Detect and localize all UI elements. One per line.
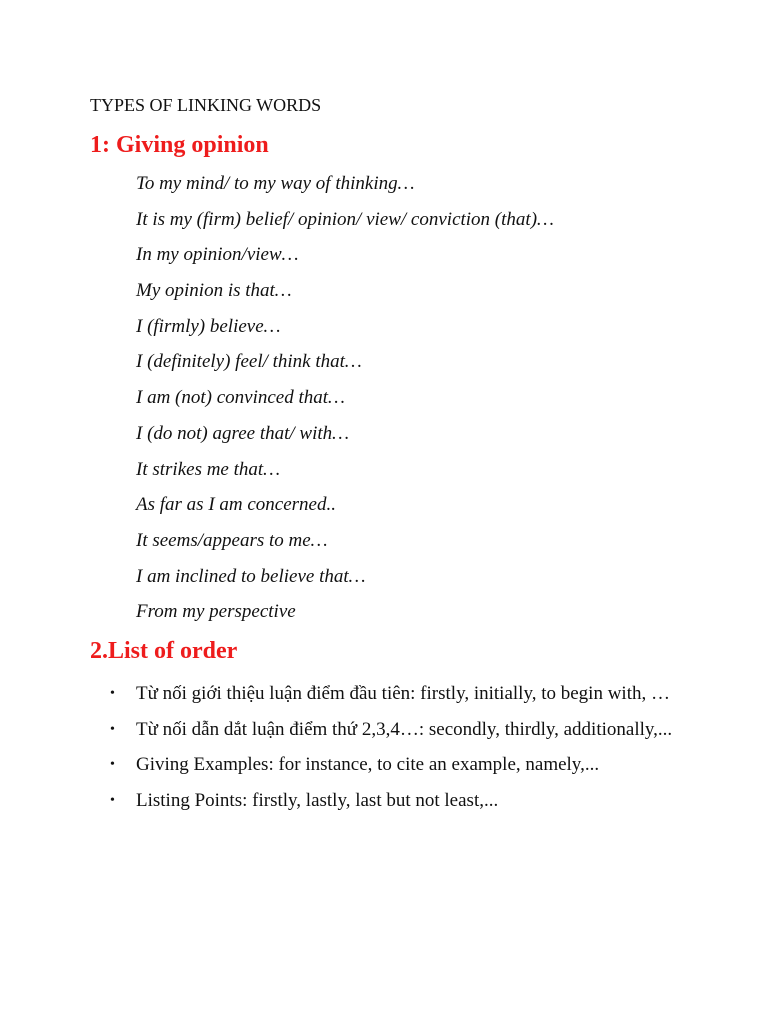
section-heading-list-of-order: 2.List of order <box>90 638 238 664</box>
bullet-icon: • <box>110 686 115 701</box>
list-item: I am inclined to believe that… <box>136 565 366 587</box>
list-item: I (firmly) believe… <box>136 315 281 337</box>
list-item: My opinion is that… <box>136 280 292 302</box>
list-item: As far as I am concerned.. <box>136 494 336 516</box>
section-heading-giving-opinion: 1: Giving opinion <box>90 132 269 158</box>
list-item-text: Listing Points: firstly, lastly, last but not least,... <box>136 789 499 811</box>
bullet-icon: • <box>110 792 115 808</box>
document-title: TYPES OF LINKING WORDS <box>90 95 322 115</box>
list-item: To my mind/ to my way of thinking… <box>136 173 415 194</box>
list-item: I (do not) agree that/ with… <box>136 422 350 444</box>
list-item-text: Từ nối giới thiệu luận điểm đầu tiên: firstly, initially, to begin with, … <box>136 683 670 704</box>
bullet-icon: • <box>110 721 115 737</box>
list-item: It seems/appears to me… <box>136 529 328 551</box>
list-item <box>110 783 676 819</box>
list-item <box>110 747 676 783</box>
bullet-icon: • <box>110 757 115 772</box>
order-bullet-list <box>110 676 676 818</box>
list-item: From my perspective <box>136 601 296 623</box>
list-item: In my opinion/view… <box>136 244 299 266</box>
list-item-text: Từ nối dẫn dắt luận điểm thứ 2,3,4…: secondly, thirdly, additionally,... <box>136 718 673 740</box>
list-item: I (definitely) feel/ think that… <box>136 351 362 373</box>
list-item <box>110 712 676 748</box>
list-item-text: Giving Examples: for instance, to cite an example, namely,... <box>136 754 600 775</box>
list-item: I am (not) convinced that… <box>136 387 345 409</box>
opinion-phrase-list <box>136 170 554 634</box>
list-item: It strikes me that… <box>136 458 281 480</box>
list-item: It is my (firm) belief/ opinion/ view/ conviction (that)… <box>136 208 554 230</box>
list-item <box>110 676 676 712</box>
